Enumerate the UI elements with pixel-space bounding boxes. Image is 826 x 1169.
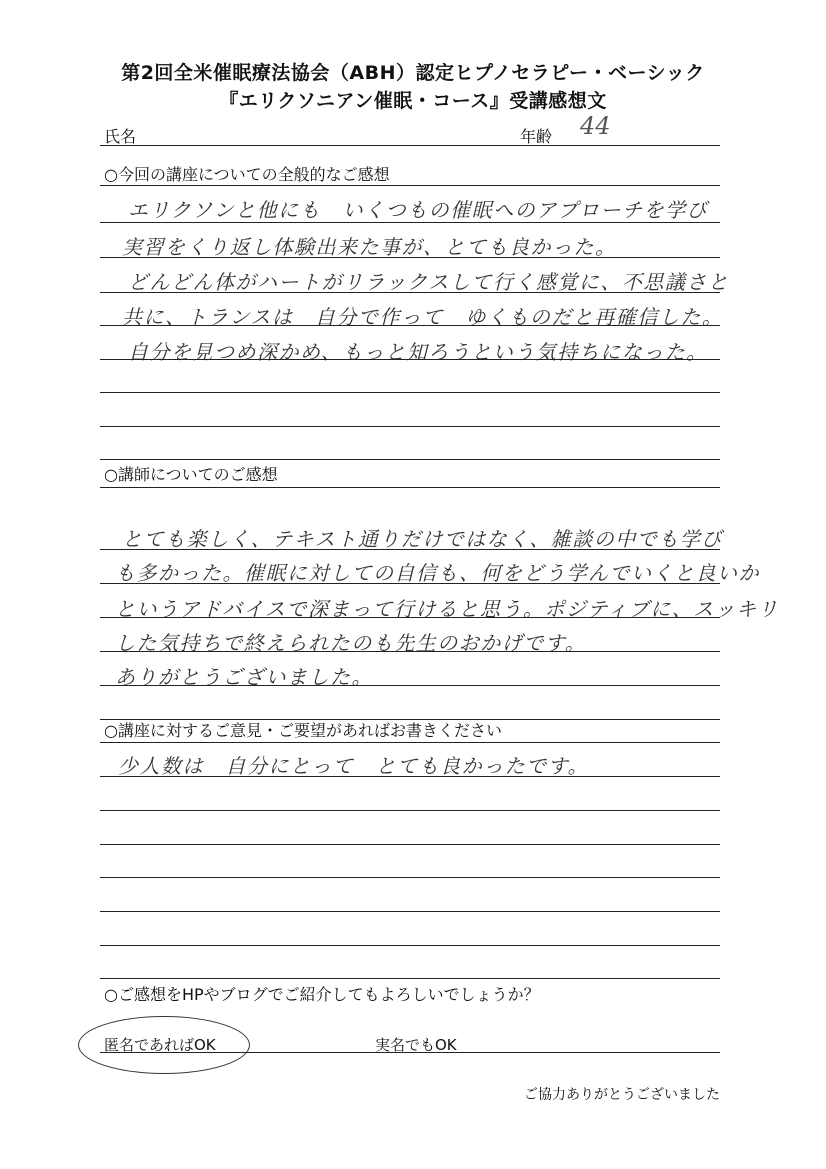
writing-rule: [100, 945, 720, 946]
age-label: 年齢: [520, 127, 553, 146]
options-underline: [100, 1052, 720, 1053]
writing-rule: [100, 810, 720, 811]
section2-answer-line: ありがとうございました。: [115, 665, 373, 689]
writing-rule: [100, 185, 720, 186]
writing-rule: [100, 742, 720, 743]
writing-rule: [100, 325, 720, 326]
option-real-name-ok[interactable]: 実名でもOK: [375, 1036, 457, 1054]
section1-answer-line: エリクソンと他にも いくつもの催眠へのアプローチを学び: [128, 198, 709, 222]
writing-rule: [100, 776, 720, 777]
writing-rule: [100, 549, 720, 550]
age-value-handwritten: 44: [580, 112, 611, 140]
writing-rule: [100, 222, 720, 223]
name-label: 氏名: [104, 127, 137, 146]
form-title-line-1: 第2回全米催眠療法協会（ABH）認定ヒプノセラピー・ベーシック: [121, 62, 705, 84]
section2-answer-line: というアドバイスで深まって行けると思う。ポジティブに、スッキリ: [115, 597, 780, 621]
form-title-line-2: 『エリクソニアン催眠・コース』受講感想文: [219, 90, 607, 112]
writing-rule: [100, 292, 720, 293]
writing-rule: [100, 844, 720, 845]
section1-answer-line: 実習をくり返し体験出来た事が、とても良かった。: [122, 235, 617, 259]
writing-rule: [100, 978, 720, 979]
writing-rule: [100, 257, 720, 258]
writing-rule: [100, 583, 720, 584]
writing-rule: [100, 426, 720, 427]
section2-answer-line: とても楽しく、テキスト通りだけではなく、雑談の中でも学び: [122, 527, 723, 551]
section1-answer-line: どんどん体がハートがリラックスして行く感覚に、不思議さと: [128, 270, 730, 294]
writing-rule: [100, 685, 720, 686]
writing-rule: [100, 617, 720, 618]
writing-rule: [100, 487, 720, 488]
section1-heading: ○今回の講座についての全般的なご感想: [104, 165, 390, 184]
section4-heading: ○ご感想をHPやブログでご紹介してもよろしいでしょうか？: [104, 985, 540, 1004]
writing-rule: [100, 359, 720, 360]
section1-answer-line: 共に、トランスは 自分で作って ゆくものだと再確信した。: [122, 305, 724, 329]
writing-rule: [100, 392, 720, 393]
section1-answer-line: 自分を見つめ深かめ、もっと知ろうという気持ちになった。: [128, 340, 708, 364]
name-age-underline: [100, 145, 720, 146]
section2-heading: ○講師についてのご感想: [104, 465, 278, 484]
writing-rule: [100, 651, 720, 652]
section2-answer-line: した気持ちで終えられたのも先生のおかげです。: [115, 631, 587, 655]
writing-rule: [100, 911, 720, 912]
section3-answer-line: 少人数は 自分にとって とても良かったです。: [118, 754, 589, 778]
thank-you-note: ご協力ありがとうございました: [524, 1087, 720, 1103]
section3-heading: ○講座に対するご意見・ご要望があればお書きください: [104, 721, 502, 740]
section2-answer-line: も多かった。催眠に対しての自信も、何をどう学んでいくと良いか: [115, 561, 760, 585]
writing-rule: [100, 459, 720, 460]
option-anonymous-ok[interactable]: 匿名であればOK: [104, 1036, 216, 1054]
writing-rule: [100, 877, 720, 878]
